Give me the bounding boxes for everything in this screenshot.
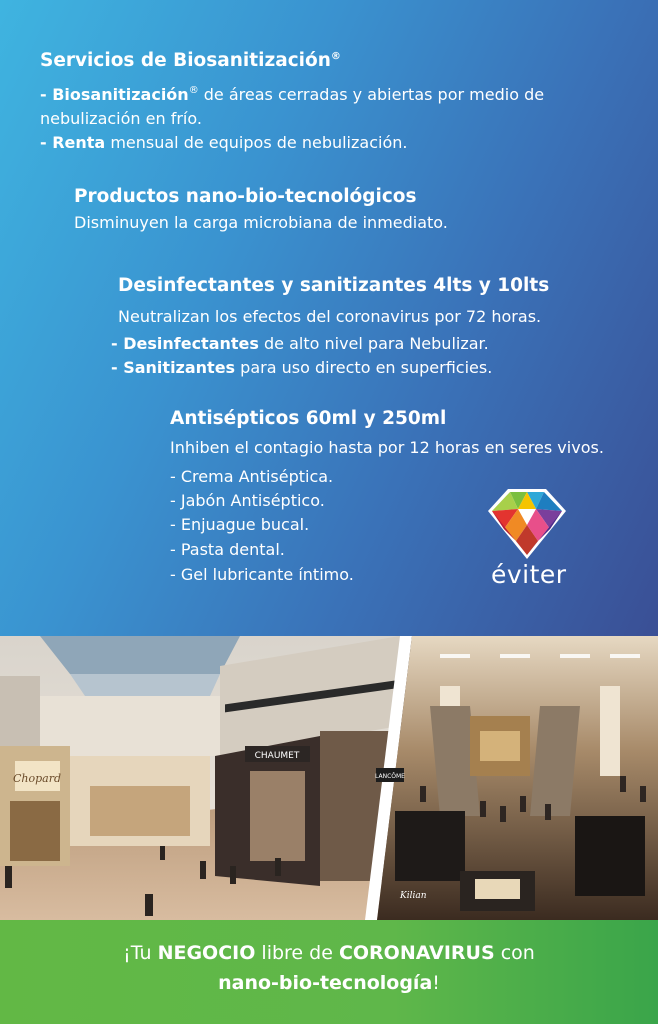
- products-desc: Disminuyen la carga microbiana de inmediato.: [74, 213, 448, 232]
- disinfectants-label: Desinfectantes: [123, 334, 259, 353]
- disinfectants-desc: Neutralizan los efectos del coronavirus por 72 horas.: [118, 307, 542, 326]
- section-title-products: Productos nano-bio-tecnológicos: [74, 186, 417, 207]
- biosanitization-desc: de áreas cerradas y abiertas por medio de: [198, 85, 545, 104]
- rental-desc: mensual de equipos de nebulización.: [105, 133, 408, 152]
- disinfectants-item: [111, 334, 489, 353]
- antiseptics-desc: Inhiben el contagio hasta por 12 horas en seres vivos.: [170, 438, 604, 457]
- services-item-biosanitization-line2: nebulización en frío.: [40, 109, 202, 128]
- registered-mark: ®: [188, 85, 199, 96]
- bullet-dash: -: [111, 334, 124, 353]
- footer-text: con: [494, 942, 535, 964]
- section-title-services: [40, 50, 341, 71]
- section-title-disinfectants: Desinfectantes y sanitizantes 4lts y 10lts: [118, 275, 550, 296]
- list-item: - Gel lubricante íntimo.: [170, 565, 354, 584]
- footer-highlight-coronavirus: CORONAVIRUS: [338, 942, 495, 964]
- sanitizers-label: Sanitizantes: [123, 358, 236, 377]
- footer-line-1: [0, 942, 658, 964]
- list-item: - Pasta dental.: [170, 540, 285, 559]
- sanitizers-item-desc: para uso directo en superficies.: [235, 358, 493, 377]
- bullet-dash: -: [40, 133, 53, 152]
- brand-name: éviter: [491, 560, 567, 589]
- services-item-biosanitization: [40, 85, 544, 104]
- store-sign-lancome: LANCÔME: [375, 773, 405, 780]
- disinfectants-item-desc: de alto nivel para Nebulizar.: [258, 334, 489, 353]
- bullet-dash: -: [40, 85, 53, 104]
- footer-text: ¡Tu: [123, 942, 158, 964]
- counter-sign-kilian: Kilian: [400, 891, 427, 901]
- footer-line-2: [0, 972, 658, 994]
- footer-highlight-business: NEGOCIO: [157, 942, 256, 964]
- diamond-logo-icon: [488, 489, 566, 559]
- registered-mark: ®: [330, 51, 341, 62]
- rental-label: Renta: [52, 133, 106, 152]
- sanitizers-item: [111, 358, 492, 377]
- store-sign-left: Chopard: [12, 772, 62, 785]
- biosanitization-label: Biosanitización: [52, 85, 189, 104]
- mall-photo-collage: [0, 636, 658, 920]
- list-item: - Jabón Antiséptico.: [170, 491, 325, 510]
- footer-text: !: [432, 972, 440, 994]
- footer-text: libre de: [255, 942, 339, 964]
- list-item: - Enjuague bucal.: [170, 515, 310, 534]
- services-item-rental: [40, 133, 407, 152]
- section-title-antiseptics: Antisépticos 60ml y 250ml: [170, 408, 447, 429]
- services-title-text: Servicios de Biosanitización: [40, 50, 331, 71]
- mall-photos: [0, 636, 658, 920]
- bullet-dash: -: [111, 358, 124, 377]
- list-item: - Crema Antiséptica.: [170, 467, 334, 486]
- footer-highlight-tech: nano-bio-tecnología: [218, 972, 433, 994]
- footer-banner: [0, 920, 658, 1024]
- store-sign-chaumet: CHAUMET: [254, 751, 300, 761]
